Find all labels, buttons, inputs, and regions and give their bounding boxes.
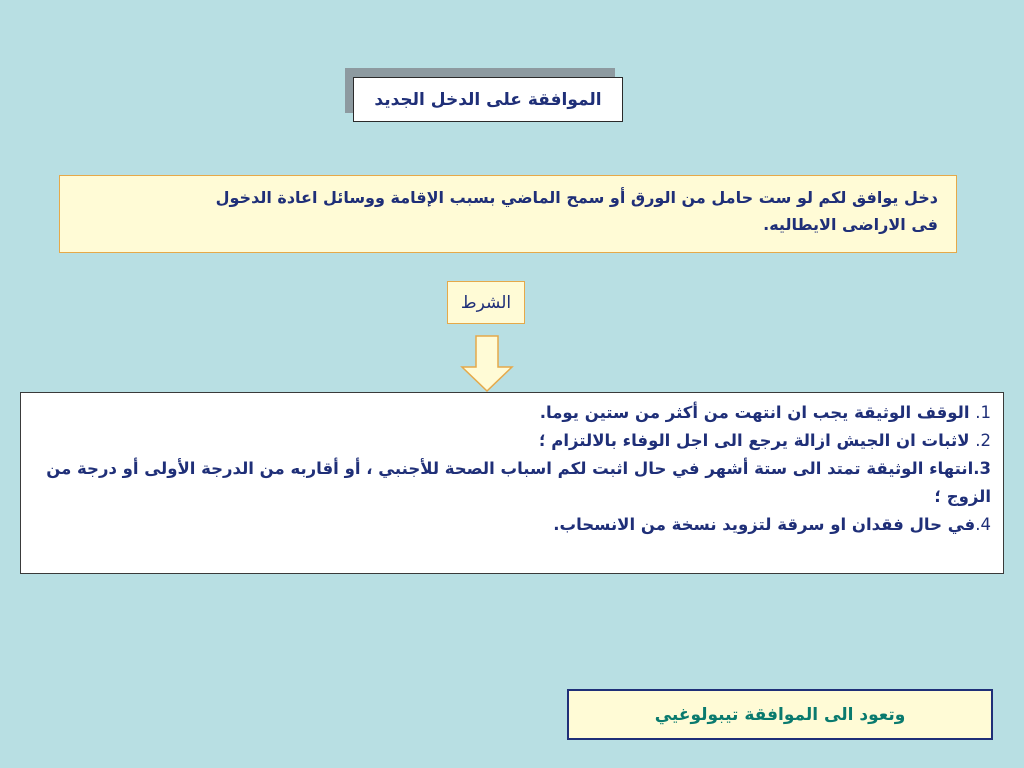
list-item: 2. لاثبات ان الجيش ازالة يرجع الى اجل الوفاء بالالتزام ؛ (538, 431, 991, 450)
conditions-list (20, 392, 1004, 574)
footer-note: وتعود الى الموافقة تيبولوغيي (654, 704, 906, 725)
list-item: 1. الوقف الوثيقة يجب ان انتهت من أكثر من ستين يوما. (539, 403, 991, 422)
list-item: 4.في حال فقدان او سرقة لتزويد نسخة من الانسحاب. (553, 515, 991, 534)
footer-note-box (567, 689, 993, 740)
slide-title (353, 77, 623, 122)
down-arrow-icon (460, 335, 514, 393)
condition-label-box (447, 281, 525, 324)
slide-title-text: الموافقة على الدخل الجديد (374, 89, 602, 110)
list-item: 3.انتهاء الوثيقة تمتد الى ستة أشهر في حال اثبت لكم اسباب الصحة للأجنبي ، أو أقاربه من الدرجة الأولى أو درجة من الزوج ؛ (46, 459, 991, 506)
intro-line-2: فى الاراضى الايطاليه. (763, 215, 938, 234)
intro-line-1: دخل يوافق لكم لو ست حامل من الورق أو سمح الماضي بسبب الإقامة ووسائل اعادة الدخول (215, 188, 938, 207)
intro-box (59, 175, 957, 253)
condition-label: الشرط (460, 292, 512, 313)
